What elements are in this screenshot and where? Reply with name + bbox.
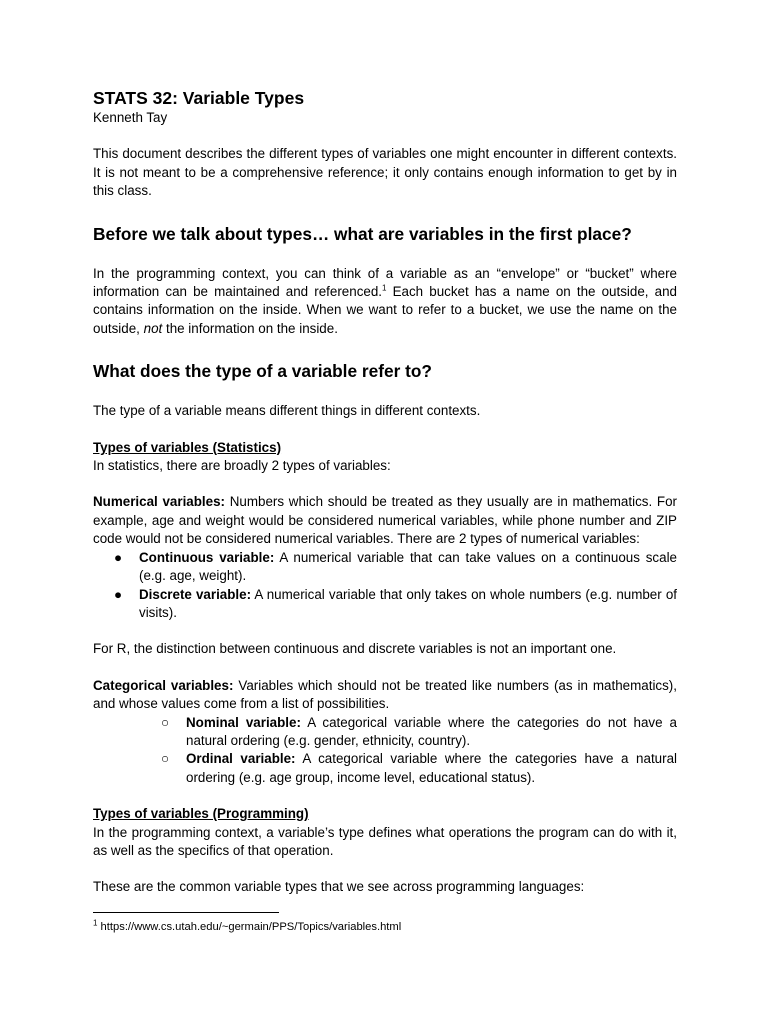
list-item: ● Discrete variable: A numerical variable that only takes on whole numbers (e.g. number of visits).: [114, 586, 677, 620]
prog-common-paragraph: These are the common variable types that we see across programming languages:: [93, 879, 585, 895]
intro-paragraph: This document describes the different types of variables one might encounter in different contexts. It is not meant to be a comprehensive reference; it only contains enough information to get by in this class.: [93, 146, 677, 199]
footnote-reference[interactable]: 1: [382, 283, 387, 293]
list-item: ○ Nominal variable: A categorical variable where the categories do not have a natural ordering (e.g. gender, ethnicity, country).: [161, 714, 678, 748]
list-item: ● Continuous variable: A numerical variable that can take values on a continuous scale (e.g. age, weight).: [114, 549, 677, 584]
circle-bullet-icon: ○: [161, 714, 170, 730]
footnote: [93, 920, 401, 934]
prog-paragraph: In the programming context, a variable’s type defines what operations the program can do with it, as well as the specifics of that operation.: [93, 824, 677, 858]
variables-paragraph: In the programming context, you can think of a variable as an “envelope” or “bucket” where information can be maintained and referenced.$^1$ Each bucket has a name on the outside, and contains information on the inside. When we want to refer to a bucket, we use the name on the outside, not the information on the inside.: [93, 265, 677, 336]
stats-intro: In statistics, there are broadly 2 types of variables:: [93, 458, 391, 474]
document-author: Kenneth Tay: [93, 110, 168, 125]
numerical-paragraph: Numerical variables: Numbers which should be treated as they usually are in mathematics. For example, age and weight would be considered numerical variables, while phone number and ZIP code would not be considered numerical variables. There are 2 types of numerical variables:: [93, 494, 677, 547]
footnote-divider: [93, 912, 279, 913]
bullet-icon: ●: [114, 549, 123, 565]
document-body: [93, 87, 677, 897]
footnote-link[interactable]: https://www.cs.utah.edu/~germain/PPS/Topics/variables.html: [97, 921, 402, 933]
section-heading-variables: Before we talk about types… what are variables in the first place?: [93, 223, 632, 244]
r-note-paragraph: For R, the distinction between continuous and discrete variables is not an important one.: [93, 641, 617, 657]
footnote-number: 1: [93, 918, 98, 928]
categorical-list: [93, 714, 677, 788]
bullet-icon: ●: [114, 586, 123, 602]
circle-bullet-icon: ○: [161, 751, 170, 767]
section-heading-type: What does the type of a variable refer to?: [93, 361, 432, 382]
prog-subheading: Types of variables (Programming): [93, 806, 309, 822]
emphasis-not: not: [143, 320, 163, 336]
categorical-paragraph: Categorical variables: Variables which should not be treated like numbers (as in mathematics), and whose values come from a list of possibilities.: [93, 677, 677, 712]
list-item: ○ Ordinal variable: A categorical variable where the categories have a natural ordering (e.g. age group, income level, educational status).: [161, 751, 677, 785]
type-intro-paragraph: The type of a variable means different things in different contexts.: [93, 403, 481, 419]
document-title: STATS 32: Variable Types: [93, 88, 305, 108]
stats-subheading: Types of variables (Statistics): [93, 439, 282, 455]
numerical-list: [93, 549, 677, 623]
